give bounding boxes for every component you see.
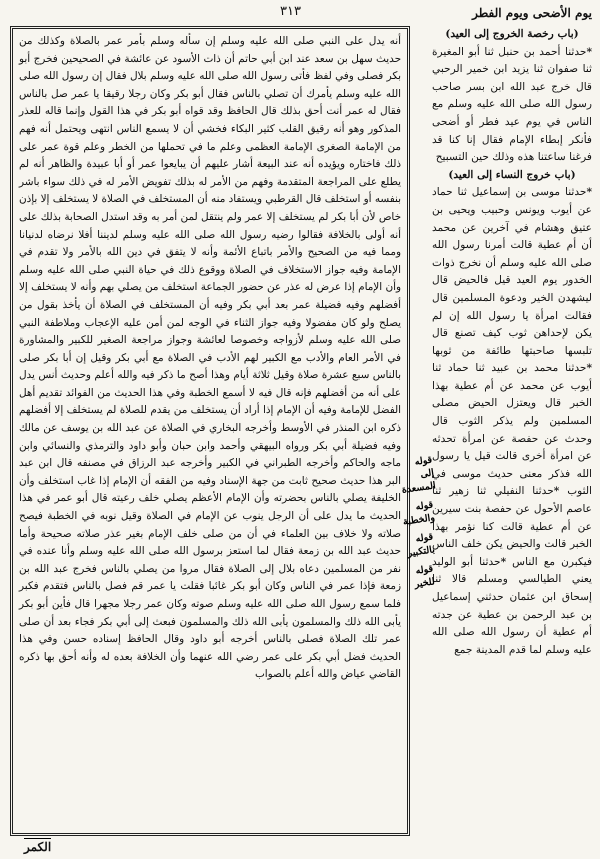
- commentary-box: [10, 26, 410, 836]
- chapter-heading-2: (باب خروج النساء إلى العيد): [448, 168, 576, 181]
- star-marker: *: [586, 186, 592, 199]
- margin-note: قوله إلى المسعدة: [401, 454, 437, 496]
- margin-note: قوله بالتكبير: [406, 531, 436, 560]
- page-frame: [10, 26, 592, 836]
- catchword: الكمر: [24, 840, 52, 854]
- page-number: ٣١٣: [280, 4, 301, 19]
- running-head: يوم الأضحى ويوم الفطر: [472, 6, 592, 20]
- commentary-text: أنه يدل على النبي صلى الله عليه وسلم إن سأله وسلم بأمر عمر بالصلاة وكذلك من حديث سهل بن سعد عند ابن أبي حاتم أن ذات الأسود عن عائشة في الصحيحين فخرج أبو بكر فصلى وفي لفظ فأتى رسول الله صلى الله عليه وسلم بلال فقال إن رسول الله صلى الله عليه وسلم يأمرك أن تصلي بالناس فقال أبو بكر وكان رجلا رقيقا يا عمر صل بالناس فقال له عمر أنت أحق بذلك قال الحافظ وقد قواه أبو بكر في هذا القول وإنما قاله للعذر المذكور وهو أنه رقيق القلب كثير البكاء فخشي أن لا يسمع الناس انتهى ويحتمل أنه فهم من الإمامة الصغرى الإمامة العظمى وعلم ما في تحملها من الخطر وعلم قوة عمر على ذلك فاختاره ويؤيده أنه عند البيعة أشار عليهم أن يبايعوا عمر أو أبا عبيدة والظاهر أنه لم يطلع على المراجعة المتقدمة وفهم من الأمر له بذلك تفويض الأمر له في ذلك سواء باشر بنفسه أو استخلف قال القرطبي ويستفاد منه أن المستخلف في الصلاة لا يستخلف إلا بإذن خاص لأن أبا بكر لم يستخلف إلا عمر ولم ينتقل لمن أمر به وقد استدل الصحابة بذلك على أنه أولى بالخلافة فقالوا رضيه رسول الله صلى الله عليه وسلم لديننا أفلا نرضاه لدنيانا ومما فيه من الصحيح والأمر باتباع الأئمة وأنه لا يتفق في دين الله بالأمر ولا تقدم في الإمامة وفيه جواز الاستخلاف في الصلاة ووقوع ذلك في حياة النبي صلى الله عليه وسلم وأن الإمام إذا عرض له عذر عن حضور الجماعة استخلف من يصلي بهم وأنه لا يستخلف إلا أفضلهم وفيه فضيلة عمر بعد أبي بكر وفيه أن المستخلف في الصلاة أن يأخذ بقول من يصلح ولو كان مفضولا وفيه جواز الثناء في الوجه لمن أمن عليه الإعجاب وملاطفة النبي صلى الله عليه وسلم لأزواجه وخصوصا لعائشة وجواز مراجعة الصغير للكبير والمشاورة في الأمر العام والأدب مع الكبير لهم الأدب في الصلاة مع أبي بكر وقيل إن أبا بكر صلى بالناس سبع عشرة صلاة وقيل ثلاثة أيام وهذا أصح ما ذكر فيه والله أعلم وحديث أنس يدل على أنه من أفضلهم فإنه قال فيه لا أسمع الخطبة وفي هذا الحديث من الفوائد تقديم أهل الفضل للإمامة وفيه أن الإمام إذا أراد أن يستخلف من يقدم للصلاة لم يستخلف إلا أفضلهم ذكره ابن المنذر في الأوسط وأخرجه البخاري في الصلاة عن عبد الله بن يوسف عن مالك وفيه فضيلة أبي بكر ورواه البيهقي وأحمد وابن حبان وأبو داود والترمذي والنسائي وابن ماجه والحاكم وأخرجه الطبراني في الكبير وأخرجه عبد الرزاق في مصنفه قال ابن عبد البر هذا حديث صحيح ثابت من جهة الإسناد وفيه من الفقه أن الإمام إذا غاب استخلف وأن الخليفة يصلي بالناس بحضرته وأن الإمام الأعظم يصلي خلف رعيته قال أبو عمر في هذا الحديث ما يدل على أن الرجل ينوب عن الإمام في الصلاة وقيل نوبه في الخطبة فيصح صلاته ولا خلاف بين العلماء في أن من صلى خلف الإمام بغير عذر صلاته صحيحة وأما حديث عبد الله بن زمعة فقال لما استعز برسول الله صلى الله عليه وسلم وأنا عنده في نفر من المسلمين دعاه بلال إلى الصلاة فقال مروا من يصلي بالناس فخرج عبد الله بن زمعة فإذا عمر في الناس وكان أبو بكر غائبا فقلت يا عمر قم فصل بالناس فتقدم فكبر فلما سمع رسول الله صلى الله عليه وسلم صوته وكان عمر رجلا مجهرا قال فأين أبو بكر يأبى الله ذلك والمسلمون يأبى الله ذلك والمسلمون فبعث إلى أبي بكر فجاء بعد أن صلى عمر تلك الصلاة فصلى بالناس أخرجه أبو داود وقال الحافظ إسناده حسن وفي هذا الحديث فضل أبي بكر على عمر رضي الله عنهما وأن الخلافة بعده له وأنه أحق بها ذكره القاضي عياض والله أعلم بالصواب: [19, 35, 401, 681]
- hadith-3: حدثنا محمد بن عبيد ثنا حماد ثنا أيوب عن محمد عن أم عطية بهذا الخبر قال ويعتزل الحيض مصلى المسلمين ولم يذكر الثوب قال وحدث عن حفصة عن امرأة تحدثه عن امرأة أخرى قالت قيل يا رسول الله فذكر معنى حديث موسى في الثوب: [432, 362, 592, 498]
- star-marker: *: [586, 45, 592, 58]
- star-marker: *: [500, 555, 507, 568]
- margin-note: قوله للخير: [413, 563, 436, 591]
- margin-notes: [401, 454, 437, 675]
- star-marker: *: [586, 362, 592, 375]
- matn-column: [432, 26, 592, 836]
- hadith-5: حدثنا أبو الوليد يعني الطيالسي ومسلم قالا ثنا إسحاق ابن عثمان حدثني إسماعيل بن عبد الرحمن بن عطية عن جدته أم عطية أن رسول الله صلى الله عليه وسلم لما قدم المدينة جمع: [432, 555, 592, 656]
- hadith-4: حدثنا النفيلي ثنا زهير ثنا عاصم الأحول عن حفصة بنت سيرين عن أم عطية قالت كنا نؤمر بهذا الخبر قالت والحيض يكن خلف الناس فيكبرن مع الناس: [432, 485, 592, 568]
- chapter-heading-1: (باب رخصة الخروج إلى العيد): [445, 28, 579, 40]
- star-marker: *: [553, 485, 560, 498]
- hadith-2: حدثنا موسى بن إسماعيل ثنا حماد عن أيوب ويونس وحبيب ويحيى بن عتيق وهشام في آخرين عن محمد أن أم عطية قالت أمرنا رسول الله صلى الله عليه وسلم أن نخرج ذوات الخدور يوم العيد قيل فالحيض قال ليشهدن الخير ودعوة المسلمين قال فقالت امرأة يا رسول الله إن لم يكن لإحداهن ثوب كيف تصنع قال تلبسها صاحبتها طائفة من ثوبها: [432, 186, 592, 357]
- margin-note: قوله والخطبة: [402, 499, 436, 528]
- hadith-1: حدثنا أحمد بن حنبل ثنا أبو المغيرة ثنا صفوان ثنا يزيد ابن خمير الرحبي قال خرج عبد الله ابن بسر صاحب رسول الله صلى الله عليه وسلم مع الناس في يوم عيد فطر أو أضحى فأنكر إبطاء الإمام فقال إنا كنا قد فرغنا ساعتنا هذه وذلك حين التسبيح: [432, 45, 592, 164]
